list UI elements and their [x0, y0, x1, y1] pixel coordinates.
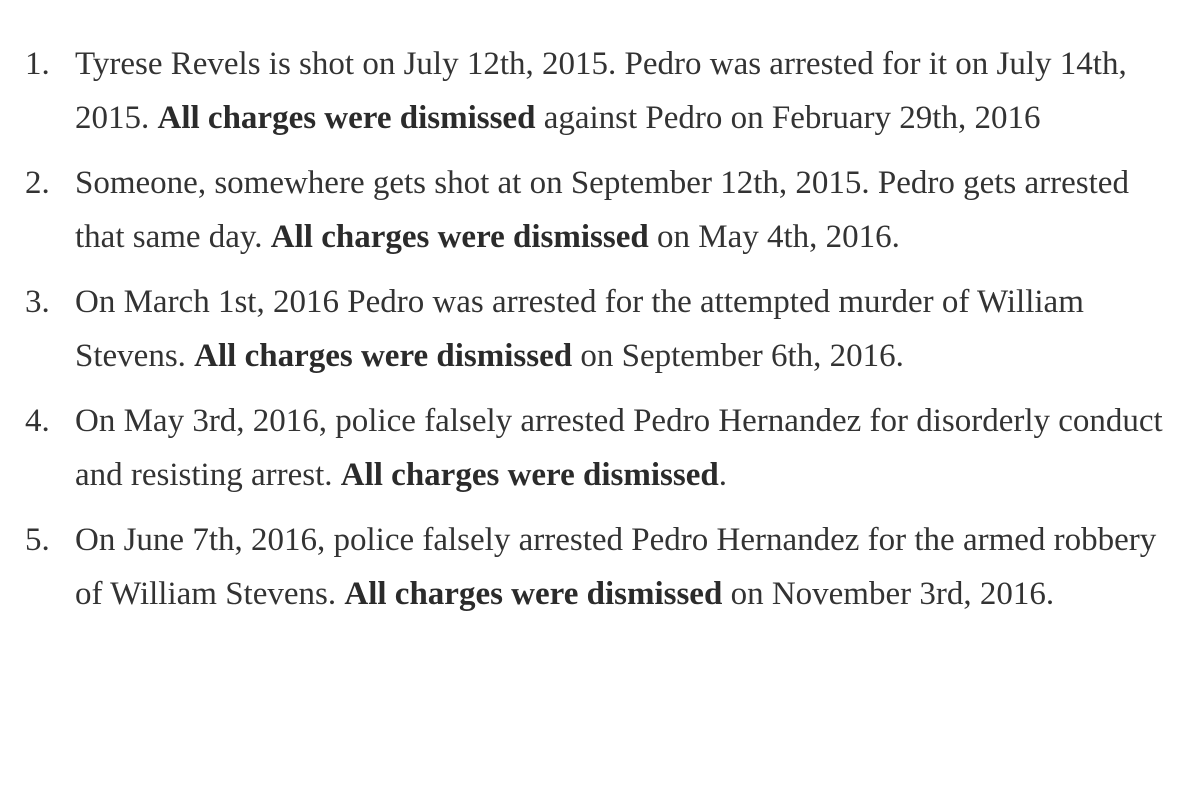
- list-item: [0, 276, 1200, 383]
- list-item: [0, 38, 1200, 145]
- list-item-number: 3.: [25, 284, 50, 320]
- list-item-text: [75, 514, 1180, 621]
- list-item-text-bold: All charges were dismissed: [194, 337, 573, 374]
- list-item-number: 5.: [25, 522, 50, 558]
- list-item-number: 4.: [25, 403, 50, 439]
- numbered-list: [0, 38, 1200, 633]
- list-item-text: [75, 395, 1180, 502]
- list-item-text-plain: Tyrese Revels is shot on July 12th, 2015. Pedro was arrested for it on July 14th, 2015.: [75, 46, 1127, 136]
- list-item-text-bold: All charges were dismissed: [157, 99, 536, 136]
- list-item: [0, 395, 1200, 502]
- list-item-number: 2.: [25, 165, 50, 201]
- list-item-text-bold: All charges were dismissed: [340, 456, 719, 493]
- list-item-number: 1.: [25, 46, 50, 82]
- list-item-text-plain: .: [718, 456, 727, 493]
- list-item: [0, 157, 1200, 264]
- list-item-text-plain: against Pedro on February 29th, 2016: [535, 99, 1041, 136]
- list-item-text-plain: Someone, somewhere gets shot at on September 12th, 2015. Pedro gets arrested that same day.: [75, 165, 1129, 255]
- list-item-text: [75, 276, 1180, 383]
- list-item-text: [75, 157, 1180, 264]
- list-item-text-plain: On May 3rd, 2016, police falsely arrested Pedro Hernandez for disorderly conduct and resisting arrest.: [75, 403, 1163, 493]
- list-item-text-plain: On March 1st, 2016 Pedro was arrested for the attempted murder of William Stevens.: [75, 284, 1084, 374]
- list-item-text-plain: On June 7th, 2016, police falsely arrested Pedro Hernandez for the armed robbery of William Stevens.: [75, 522, 1157, 612]
- list-item: [0, 514, 1200, 621]
- list-item-text-plain: on November 3rd, 2016.: [722, 575, 1055, 612]
- list-item-text-plain: on September 6th, 2016.: [572, 337, 904, 374]
- list-item-text: [75, 38, 1180, 145]
- list-item-text-bold: All charges were dismissed: [270, 218, 649, 255]
- list-item-text-plain: on May 4th, 2016.: [648, 218, 900, 255]
- list-item-text-bold: All charges were dismissed: [344, 575, 723, 612]
